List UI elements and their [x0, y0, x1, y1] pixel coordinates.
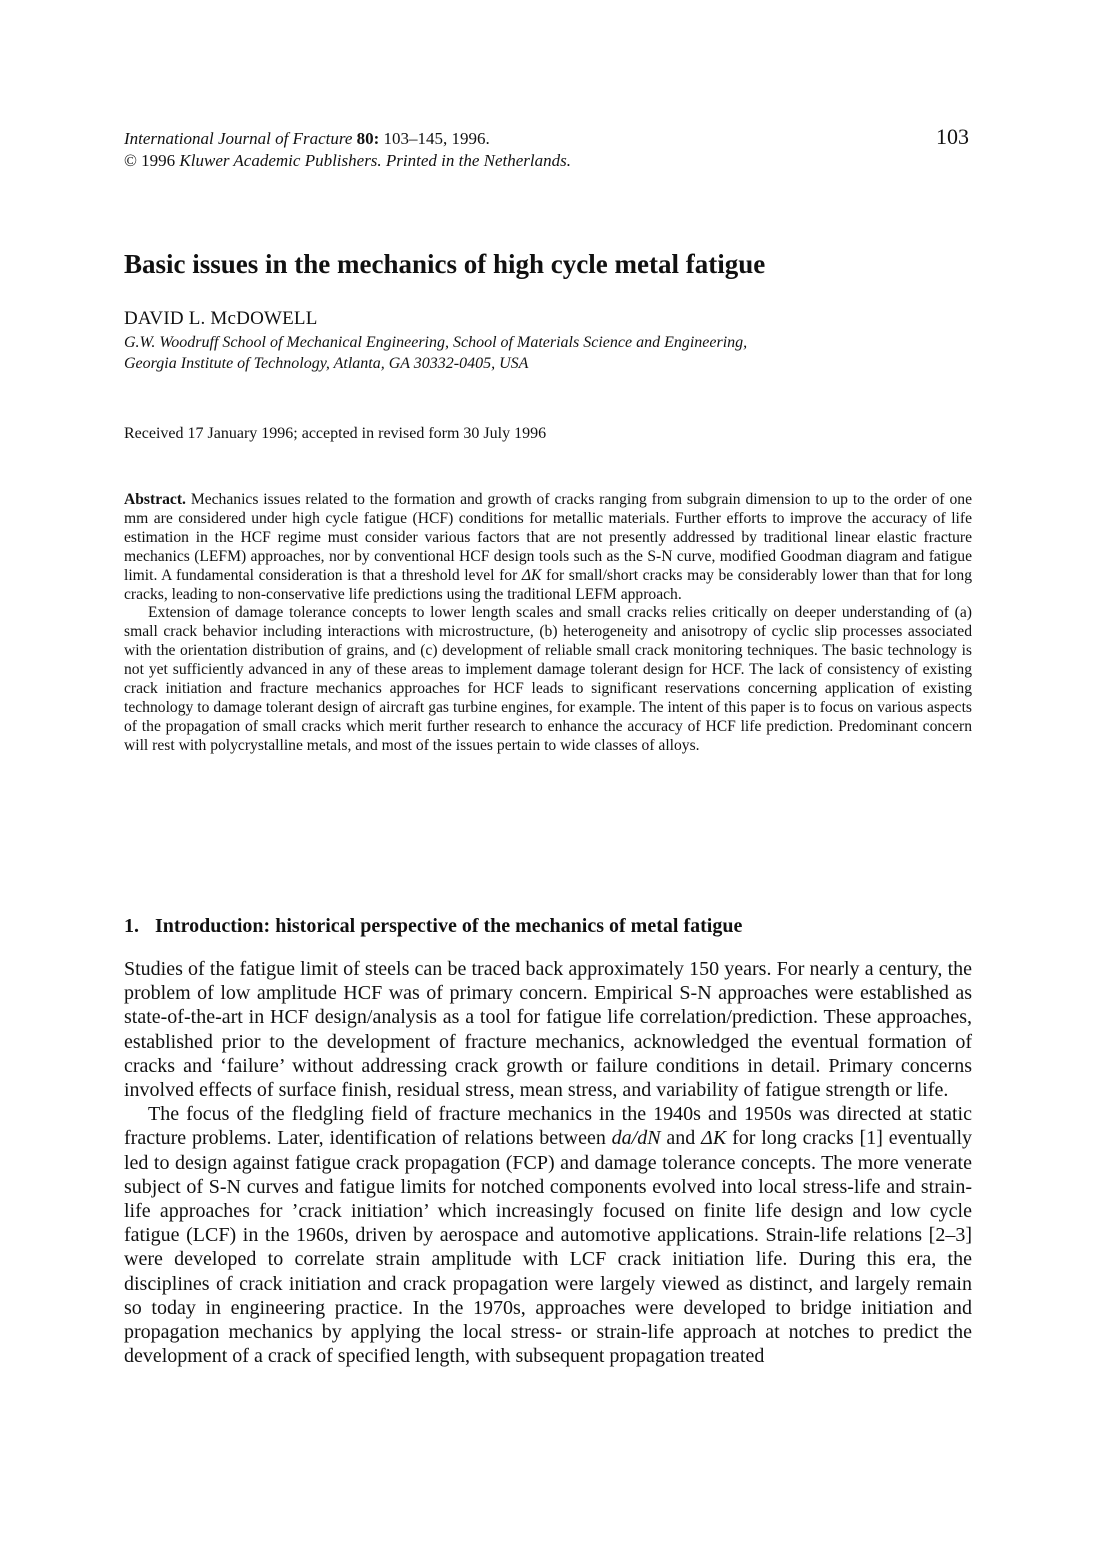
- publisher-note: Kluwer Academic Publishers. Printed in the Netherlands.: [179, 151, 572, 170]
- section-body: [124, 957, 972, 1368]
- section-heading: [124, 915, 742, 938]
- abstract-paragraph: Extension of damage tolerance concepts to lower length scales and small cracks relies critically on deeper understanding of (a) small crack behavior including interactions with microstructure, (b) heterogeneity and anisotropy of cyclic slip processes associated with the orientation distribution of grains, and (c) development of reliable small crack monitoring techniques. The basic technology is not yet sufficiently advanced in any of these areas to implement damage tolerant design for HCF. The lack of consistency of existing crack initiation and fracture mechanics approaches for HCF leads to significant reservations concerning application of existing technology to damage tolerant design of aircraft gas turbine engines, for example. The intent of this paper is to focus on various aspects of the propagation of small cracks which merit further research to enhance the accuracy of HCF life prediction. Predominant concern will rest with polycrystalline metals, and most of the issues pertain to wide classes of alloys.: [124, 604, 972, 754]
- math-delta-k: ΔK: [701, 1127, 727, 1150]
- journal-citation: [124, 128, 490, 150]
- abstract-label: Abstract.: [124, 491, 186, 508]
- copyright-year: 1996: [141, 151, 176, 170]
- body-paragraph: The focus of the fledgling field of fracture mechanics in the 1940s and 1950s was directed at static fracture problems. Later, identification of relations between da/dN and ΔK for long cracks [1] eventually led to design against fatigue crack propagation (FCP) and damage tolerance concepts. The more venerate subject of S-N curves and fatigue limits for notched components evolved into local stress-life and strain-life approaches for ’crack initiation’ which increasingly focused on finite life design and low cycle fatigue (LCF) in the 1960s, driven by aerospace and automotive applications. Strain-life relations [2–3] were developed to correlate strain amplitude with LCF crack initiation life. During this era, the disciplines of crack initiation and crack propagation were largely viewed as distinct, and largely remain so today in engineering practice. In the 1970s, approaches were developed to bridge initiation and propagation mechanics by applying the local stress- or strain-life approach at notches to predict the development of a crack of specified length, with subsequent propagation treated: [124, 1103, 973, 1368]
- body-paragraph: Studies of the fatigue limit of steels can be traced back approximately 150 years. For nearly a century, the problem of low amplitude HCF was of primary concern. Empirical S-N approaches were established as state-of-the-art in HCF design/analysis as a tool for fatigue life correlation/prediction. These approaches, established prior to the development of fracture mechanics, acknowledged the eventual formation of cracks and ‘failure’ without addressing crack growth or failure conditions in detail. Primary concerns involved effects of surface finish, residual stress, mean stress, and variability of fatigue strength or life.: [124, 958, 972, 1102]
- section-number: 1.: [124, 915, 139, 937]
- journal-volume: 80:: [356, 129, 380, 148]
- math-delta-k: ΔK: [521, 566, 542, 584]
- page-number: 103: [936, 124, 969, 149]
- section-title: Introduction: historical perspective of the mechanics of metal fatigue: [155, 915, 743, 937]
- copyright-icon: ©: [124, 151, 137, 170]
- affiliation-line: Georgia Institute of Technology, Atlanta, GA 30332-0405, USA: [124, 355, 529, 372]
- abstract-paragraph: Abstract. Mechanics issues related to the formation and growth of cracks ranging from subgrain dimension to up to the order of one mm are considered under high cycle fatigue (HCF) conditions for metallic materials. Further efforts to improve the accuracy of life estimation in the HCF regime must consider various factors that are not presently addressed by traditional linear elastic fracture mechanics (LEFM) approaches, nor by conventional HCF design tools such as the S-N curve, modified Goodman diagram and fatigue limit. A fundamental consideration is that a threshold level for ΔK for small/short cracks may be considerably lower than that for long cracks, leading to non-conservative life predictions using the traditional LEFM approach.: [124, 491, 973, 603]
- journal-pages-year: 103–145, 1996.: [383, 129, 490, 148]
- copyright-line: [124, 150, 571, 172]
- received-dates: Received 17 January 1996; accepted in revised form 30 July 1996: [124, 425, 547, 442]
- abstract: [124, 491, 972, 756]
- paper-title: Basic issues in the mechanics of high cycle metal fatigue: [124, 249, 766, 279]
- author-name: DAVID L. McDOWELL: [124, 308, 318, 329]
- affiliation-line: G.W. Woodruff School of Mechanical Engineering, School of Materials Science and Engineering,: [124, 334, 748, 351]
- math-da-dn: da/dN: [611, 1127, 661, 1150]
- journal-name: International Journal of Fracture: [124, 129, 353, 148]
- author-affiliation: [124, 332, 747, 374]
